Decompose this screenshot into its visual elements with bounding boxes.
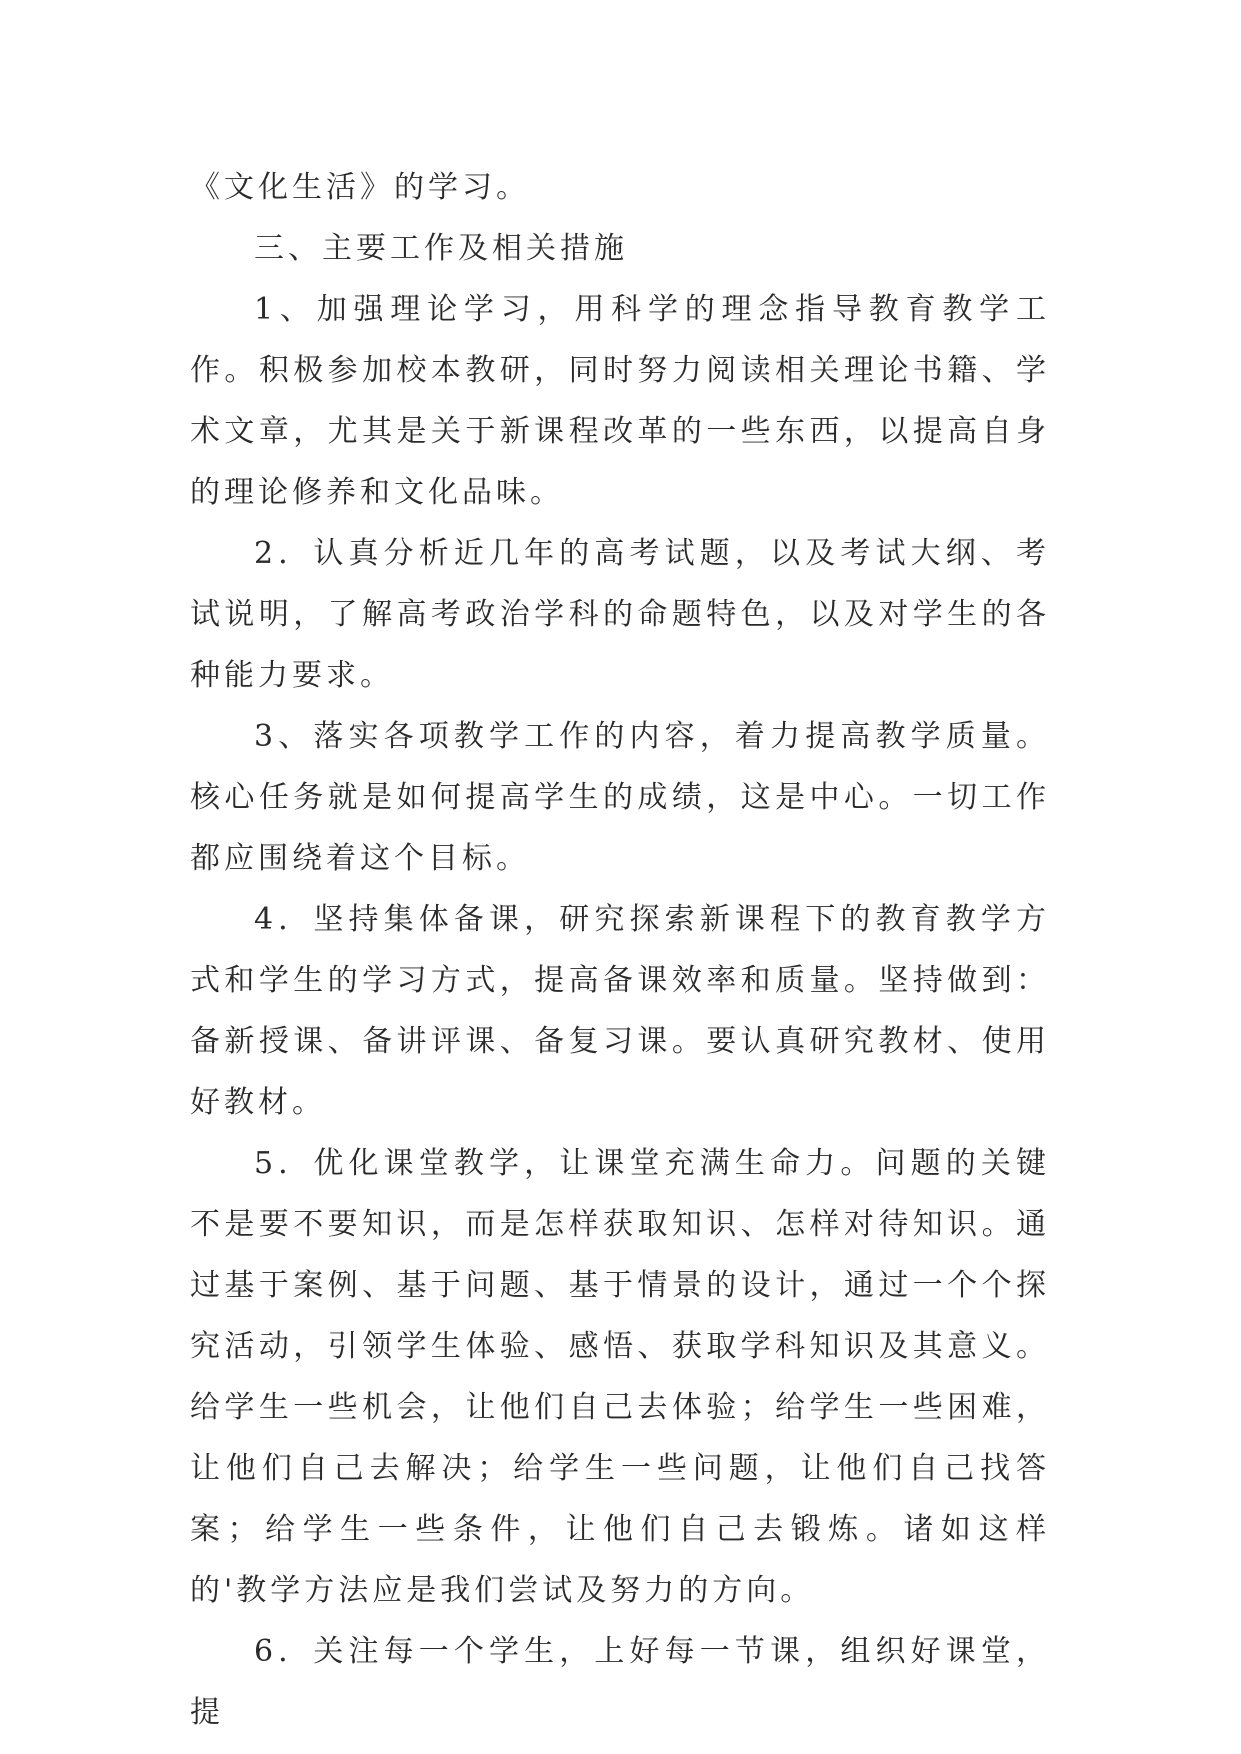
paragraph-item-5: 5．优化课堂教学，让课堂充满生命力。问题的关键不是要不要知识，而是怎样获取知识、怎样对待知识。通过基于案例、基于问题、基于情景的设计，通过一个个探究活动，引领学生体验、感悟、获取学科知识及其意义。给学生一些机会，让他们自己去体验；给学生一些困难，让他们自己去解决；给学生一些问题，让他们自己找答案；给学生一些条件，让他们自己去锻炼。诸如这样的'教学方法应是我们尝试及努力的方向。 [190, 1146, 1050, 1608]
section-heading: 三、主要工作及相关措施 [254, 231, 628, 266]
paragraph-continuation: 《文化生活》的学习。 [190, 170, 530, 205]
paragraph-item-3: 3、落实各项教学工作的内容，着力提高教学质量。核心任务就是如何提高学生的成绩，这是中心。一切工作都应围绕着这个目标。 [190, 719, 1050, 876]
document-body [190, 157, 1050, 1743]
paragraph-item-4: 4．坚持集体备课，研究探索新课程下的教育教学方式和学生的学习方式，提高备课效率和质量。坚持做到：备新授课、备讲评课、备复习课。要认真研究教材、使用好教材。 [190, 902, 1050, 1120]
paragraph-item-1: 1、加强理论学习，用科学的理念指导教育教学工作。积极参加校本教研，同时努力阅读相关理论书籍、学术文章，尤其是关于新课程改革的一些东西，以提高自身的理论修养和文化品味。 [190, 292, 1050, 510]
paragraph-item-6: 6．关注每一个学生，上好每一节课，组织好课堂，提 [190, 1634, 1050, 1730]
paragraph-item-2: 2．认真分析近几年的高考试题，以及考试大纲、考试说明，了解高考政治学科的命题特色，以及对学生的各种能力要求。 [190, 536, 1050, 693]
